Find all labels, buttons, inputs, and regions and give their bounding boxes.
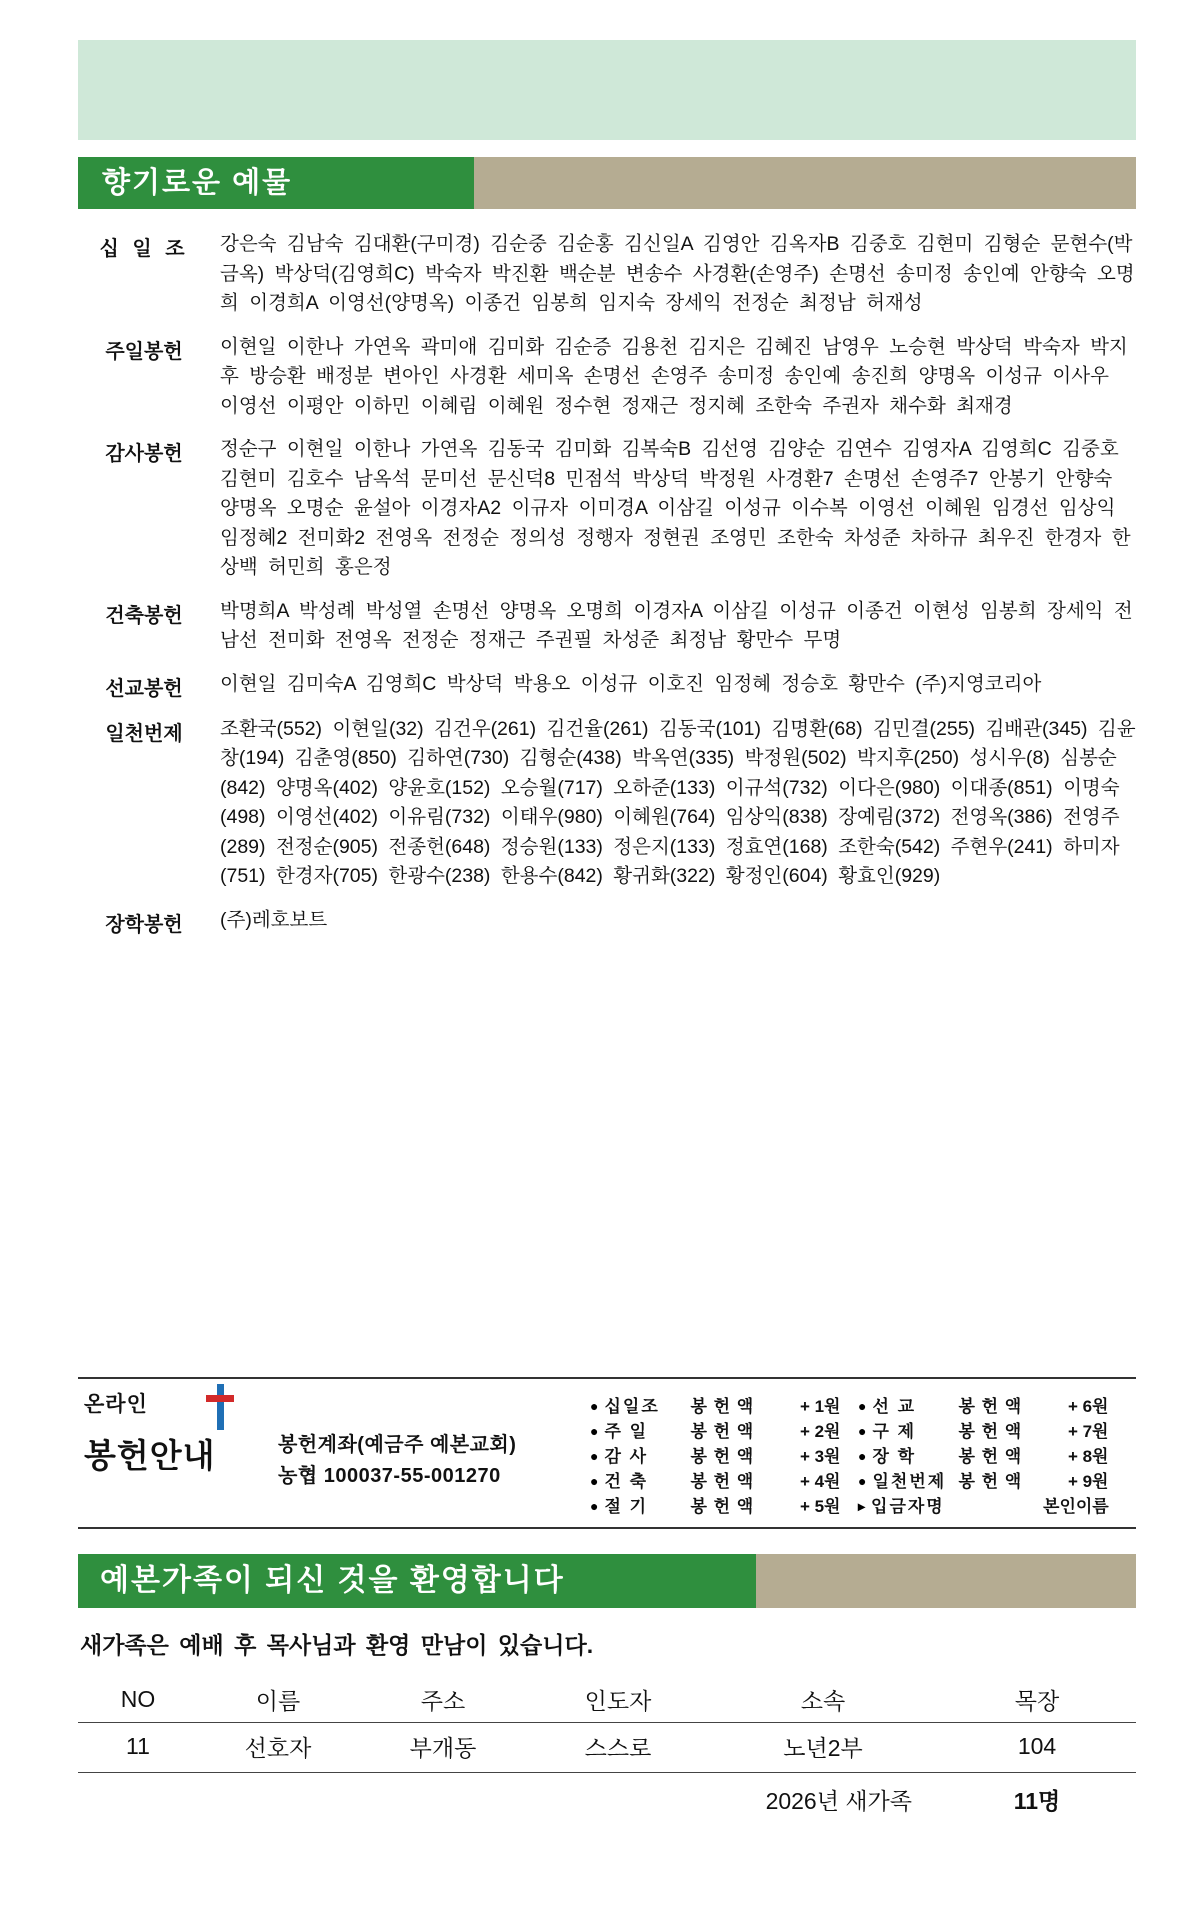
code-name: 절 기	[604, 1497, 649, 1516]
welcome-note: 새가족은 예배 후 목사님과 환영 만남이 있습니다.	[80, 1632, 594, 1658]
code-label: 봉 헌 액	[958, 1472, 1023, 1491]
code-name: 십일조	[604, 1397, 660, 1416]
code-name: 주 일	[604, 1422, 649, 1441]
code-cell	[858, 1494, 1136, 1519]
code-value: + 6원	[1067, 1397, 1109, 1416]
code-cell	[590, 1444, 858, 1469]
column-header-ward: 목장	[938, 1676, 1136, 1723]
column-header-address: 주소	[358, 1676, 528, 1723]
account-info	[278, 1430, 516, 1492]
offering-label: 주일봉헌	[105, 340, 183, 363]
code-row	[590, 1394, 1136, 1419]
code-cell	[858, 1419, 1136, 1444]
cell-guide: 스스로	[528, 1723, 708, 1773]
code-label: 봉 헌 액	[690, 1472, 755, 1491]
offering-names: 박명희A 박성례 박성열 손명선 양명옥 오명희 이경자A 이삼길 이성규 이종건 이현성 임봉희 장세익 전남선 전미화 전영옥 전정순 정재근 주권필 차성준 최정남 황만수 무명	[220, 599, 1133, 651]
offering-label: 장학봉헌	[105, 913, 183, 936]
code-name: 일천번제	[872, 1472, 947, 1491]
cell-name: 선호자	[198, 1723, 358, 1773]
offering-row	[78, 715, 1136, 892]
code-cell	[590, 1394, 858, 1419]
offering-names: 정순구 이현일 이한나 가연옥 김동국 김미화 김복숙B 김선영 김양순 김연수 김영자A 김영희C 김중호 김현미 김호수 남옥석 문미선 문신덕8 민점석 박상덕 박정원 사경환7 손명선 손영주7 안봉기 안향숙 양명옥 오명순 윤설아 이경자A2 이규자 이미경A 이삼길 이성규 이수복 이영선 이혜원 임경선 임상익 임정혜2 전미화2 전영옥 전정순 정의성 정행자 정현권 조영민 조한숙 차성준 차하규 최우진 한경자 한상백 허민희 홍은정	[220, 438, 1131, 578]
code-label: 봉 헌 액	[690, 1447, 755, 1466]
cell-address: 부개동	[358, 1723, 528, 1773]
code-row	[590, 1444, 1136, 1469]
cell-ward: 104	[938, 1723, 1136, 1773]
code-value: + 2원	[799, 1422, 841, 1441]
bullet-icon: ●	[590, 1473, 599, 1489]
code-name: 건 축	[604, 1472, 649, 1491]
code-cell	[590, 1419, 858, 1444]
code-label: 봉 헌 액	[690, 1422, 755, 1441]
account-number-line: 농협 100037-55-001270	[278, 1465, 501, 1487]
offering-names: 조환국(552) 이현일(32) 김건우(261) 김건율(261) 김동국(101) 김명환(68) 김민결(255) 김배관(345) 김윤창(194) 김춘영(850) 김하연(730) 김형순(438) 박옥연(335) 박정원(502) 박지후(250) 성시우(8) 심봉순(842) 양명옥(402) 양윤호(152) 오승월(717) 오하준(133) 이규석(732) 이다은(980) 이대종(851) 이명숙(498) 이영선(402) 이유림(732) 이태우(980) 이혜원(764) 임상익(838) 장예림(372) 전영옥(386) 전영주(289) 전정순(905) 전종헌(648) 정승원(133) 정은지(133) 정효연(168) 조한숙(542) 주현우(241) 하미자(751) 한경자(705) 한광수(238) 한용수(842) 황귀화(322) 황정인(604) 황효인(929)	[220, 717, 1136, 887]
code-value: 본인이름	[1043, 1497, 1109, 1516]
top-green-band	[78, 40, 1136, 140]
cell-no: 11	[78, 1723, 198, 1773]
online-guide-title: 봉헌안내	[84, 1437, 216, 1474]
table-row	[78, 1723, 1136, 1773]
cross-icon	[202, 1384, 236, 1430]
code-value: + 9원	[1067, 1472, 1109, 1491]
code-label: 봉 헌 액	[958, 1447, 1023, 1466]
bullet-icon: ●	[590, 1423, 599, 1439]
code-value: + 7원	[1067, 1422, 1109, 1441]
code-value: + 4원	[799, 1472, 841, 1491]
online-guide-titles	[84, 1388, 264, 1477]
welcome-section-header	[78, 1554, 1136, 1608]
table-header-row	[78, 1676, 1136, 1723]
account-owner-line: 봉헌계좌(예금주 예본교회)	[278, 1434, 517, 1456]
offering-row	[78, 435, 1136, 583]
offering-names: (주)레호보트	[220, 908, 328, 931]
code-value: + 8원	[1067, 1447, 1109, 1466]
arrow-icon: ▸	[858, 1498, 866, 1514]
code-cell	[590, 1469, 858, 1494]
divider-line	[78, 1527, 1136, 1529]
cell-group: 노년2부	[708, 1723, 938, 1773]
summary-value: 11명	[1013, 1788, 1061, 1814]
code-label: 봉 헌 액	[690, 1497, 755, 1516]
divider-line	[78, 1377, 1136, 1379]
code-name: 구 제	[872, 1422, 917, 1441]
code-value: + 3원	[799, 1447, 841, 1466]
offering-names: 강은숙 김남숙 김대환(구미경) 김순중 김순홍 김신일A 김영안 김옥자B 김중호 김현미 김형순 문현수(박금옥) 박상덕(김영희C) 박숙자 박진환 백순분 변송수 사경환(손영주) 손명선 송미정 송인예 안향숙 오명희 이경희A 이영선(양명옥) 이종건 임봉희 임지숙 장세익 전정순 최정남 허재성	[220, 233, 1135, 314]
bullet-icon: ●	[858, 1448, 867, 1464]
column-header-no: NO	[78, 1676, 198, 1723]
code-cell	[858, 1444, 1136, 1469]
offering-names: 이현일 이한나 가연옥 곽미애 김미화 김순증 김용천 김지은 김혜진 남영우 노승현 박상덕 박숙자 박지후 방승환 배정분 변아인 사경환 세미옥 손명선 손영주 송미정 송인예 송진희 양명옥 이성규 이사우 이영선 이평안 이하민 이혜림 이혜원 정수현 정재근 정지혜 조한숙 주권자 채수화 최재경	[220, 335, 1128, 417]
offering-label: 십 일 조	[99, 238, 189, 260]
offering-list	[78, 230, 1136, 951]
code-cell	[858, 1469, 1136, 1494]
code-label: 봉 헌 액	[958, 1422, 1023, 1441]
column-header-group: 소속	[708, 1676, 938, 1723]
code-row	[590, 1419, 1136, 1444]
code-name: 감 사	[604, 1447, 649, 1466]
offering-row	[78, 230, 1136, 319]
table-summary-row	[78, 1773, 1136, 1826]
offering-row	[78, 670, 1136, 701]
bullet-icon: ●	[590, 1398, 599, 1414]
offering-row	[78, 906, 1136, 937]
bullet-icon: ●	[858, 1398, 867, 1414]
code-value: + 5원	[799, 1497, 841, 1516]
code-row	[590, 1494, 1136, 1519]
welcome-section-title: 예본가족이 되신 것을 환영합니다	[100, 1564, 565, 1597]
online-giving-guide	[78, 1382, 1136, 1524]
column-header-guide: 인도자	[528, 1676, 708, 1723]
code-row	[590, 1469, 1136, 1494]
summary-label: 2026년 새가족	[765, 1788, 912, 1814]
new-family-table	[78, 1676, 1136, 1825]
online-label: 온라인	[84, 1393, 148, 1416]
code-cell	[858, 1394, 1136, 1419]
offering-label: 감사봉헌	[105, 443, 183, 465]
code-name: 선 교	[872, 1397, 917, 1416]
offering-section-title: 향기로운 예물	[102, 167, 293, 199]
code-value: + 1원	[799, 1397, 841, 1416]
offering-label: 선교봉헌	[105, 677, 183, 700]
code-cell	[590, 1494, 858, 1519]
code-name: 장 학	[872, 1447, 917, 1466]
offering-label: 일천번제	[105, 722, 183, 745]
offering-names: 이현일 김미숙A 김영희C 박상덕 박용오 이성규 이호진 임정혜 정승호 황만수 (주)지영코리아	[220, 672, 1042, 695]
offering-code-table	[590, 1394, 1136, 1519]
offering-row	[78, 597, 1136, 656]
code-label: 봉 헌 액	[958, 1397, 1023, 1416]
bullet-icon: ●	[590, 1448, 599, 1464]
offering-row	[78, 333, 1136, 422]
column-header-name: 이름	[198, 1676, 358, 1723]
offering-label: 건축봉헌	[105, 604, 183, 627]
bullet-icon: ●	[590, 1498, 599, 1514]
code-name: 입금자명	[871, 1497, 945, 1516]
offering-section-header	[78, 157, 1136, 209]
bullet-icon: ●	[858, 1423, 867, 1439]
bullet-icon: ●	[858, 1473, 867, 1489]
code-label: 봉 헌 액	[690, 1397, 755, 1416]
